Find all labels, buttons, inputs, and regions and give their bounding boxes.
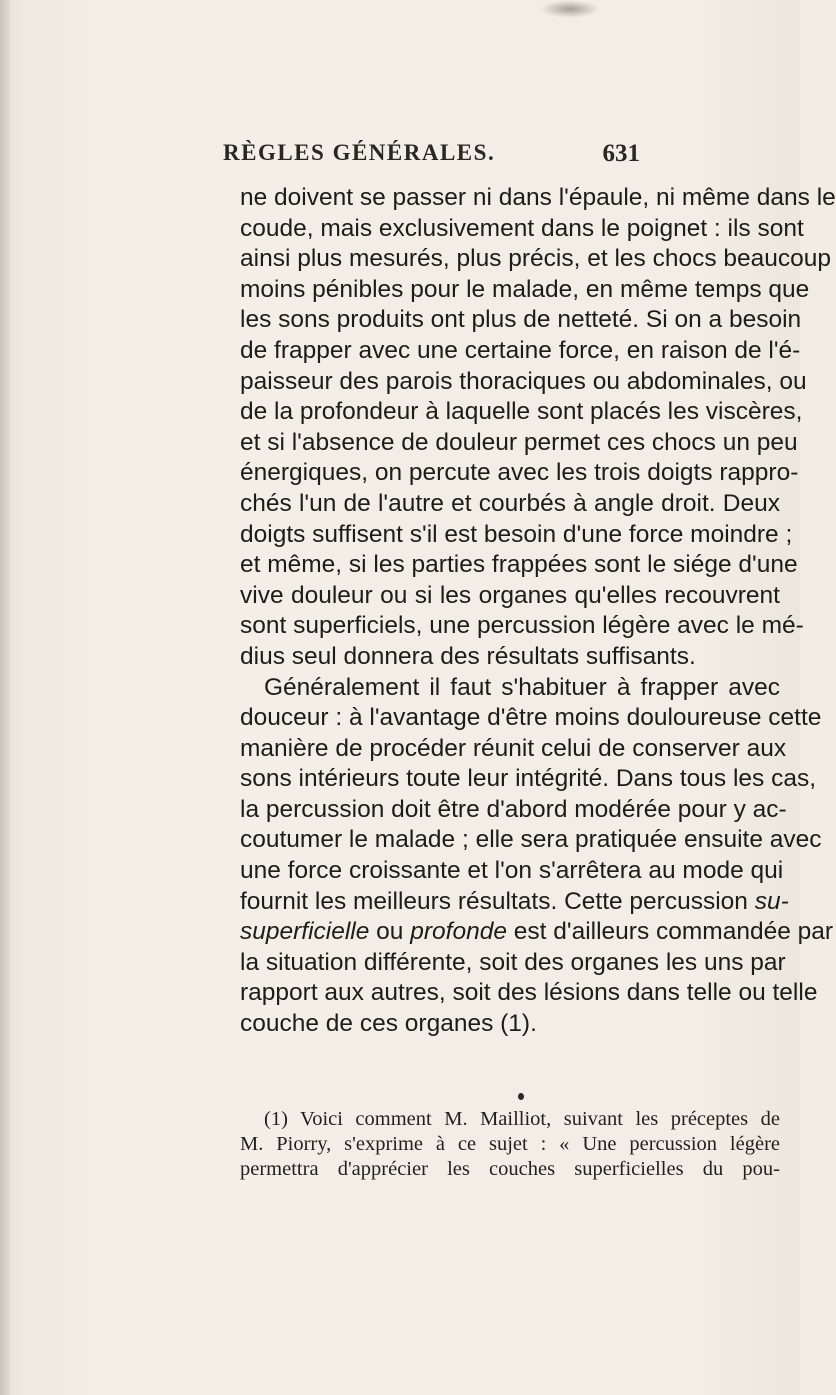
- text-line: [240, 917, 834, 948]
- footnote-line: (1) Voici comment M. Mailliot, suivant les préceptes de: [264, 1108, 780, 1130]
- text-line: énergiques, on percute avec les trois doigts rappro-: [240, 459, 799, 487]
- text-line: couche de ces organes (1).: [240, 1010, 537, 1038]
- text-line: la situation différente, soit des organes les uns par: [240, 948, 786, 976]
- ink-dot: [518, 1093, 524, 1100]
- ink-smudge: [540, 0, 600, 18]
- text-line: coutumer le malade ; elle sera pratiquée ensuite avec: [240, 826, 822, 854]
- binding-shadow: [0, 0, 12, 1395]
- text-line: et si l'absence de douleur permet ces chocs un peu: [240, 428, 798, 456]
- text-line: dius seul donnera des résultats suffisants.: [240, 642, 696, 670]
- main-text: [240, 183, 836, 1040]
- text-line: coude, mais exclusivement dans le poignet : ils sont: [240, 214, 804, 242]
- running-title: RÈGLES GÉNÉRALES.: [223, 140, 496, 165]
- text-line: moins pénibles pour le malade, en même temps que: [240, 275, 810, 303]
- text-segment: est d'ailleurs commandée par: [506, 918, 834, 946]
- text-line: une force croissante et l'on s'arrêtera au mode qui: [240, 857, 784, 885]
- text-line: la percussion doit être d'abord modérée pour y ac-: [240, 795, 787, 823]
- page-number: 631: [602, 140, 640, 167]
- text-line: de la profondeur à laquelle sont placés les viscères,: [240, 398, 803, 426]
- text-line: doigts suffisent s'il est besoin d'une force moindre ;: [240, 520, 793, 548]
- italic-text: superficielle: [240, 918, 370, 946]
- text-line: et même, si les parties frappées sont le siége d'une: [240, 551, 798, 579]
- text-line: Généralement il faut s'habituer à frapper avec: [264, 673, 780, 701]
- footnote-line: M. Piorry, s'exprime à ce sujet : « Une percussion légère: [240, 1133, 780, 1155]
- text-line: rapport aux autres, soit des lésions dans telle ou telle: [240, 979, 818, 1007]
- text-line: sont superficiels, une percussion légère avec le mé-: [240, 612, 804, 640]
- text-line: paisseur des parois thoraciques ou abdominales, ou: [240, 367, 807, 395]
- text-line: manière de procéder réunit celui de conserver aux: [240, 734, 787, 762]
- italic-text: su-: [754, 887, 789, 915]
- footnote: [240, 1107, 780, 1182]
- text-line: sons intérieurs toute leur intégrité. Dans tous les cas,: [240, 765, 817, 793]
- text-line: ainsi plus mesurés, plus précis, et les chocs beaucoup: [240, 245, 832, 273]
- text-line: vive douleur ou si les organes qu'elles recouvrent: [240, 581, 780, 609]
- footnote-line: permettra d'apprécier les couches superficielles du pou-: [240, 1158, 780, 1180]
- text-line: douceur : à l'avantage d'être moins douloureuse cette: [240, 704, 822, 732]
- text-line: de frapper avec une certaine force, en raison de l'é-: [240, 336, 801, 364]
- page-header: [180, 140, 660, 174]
- italic-text: profonde: [410, 918, 507, 946]
- text-segment: ou: [369, 918, 411, 946]
- text-segment: fournit les meilleurs résultats. Cette percussion: [240, 887, 748, 915]
- text-line: les sons produits ont plus de netteté. Si on a besoin: [240, 306, 802, 334]
- text-line: ne doivent se passer ni dans l'épaule, ni même dans le: [240, 184, 836, 211]
- text-line: chés l'un de l'autre et courbés à angle droit. Deux: [240, 489, 780, 517]
- text-line: [240, 887, 789, 918]
